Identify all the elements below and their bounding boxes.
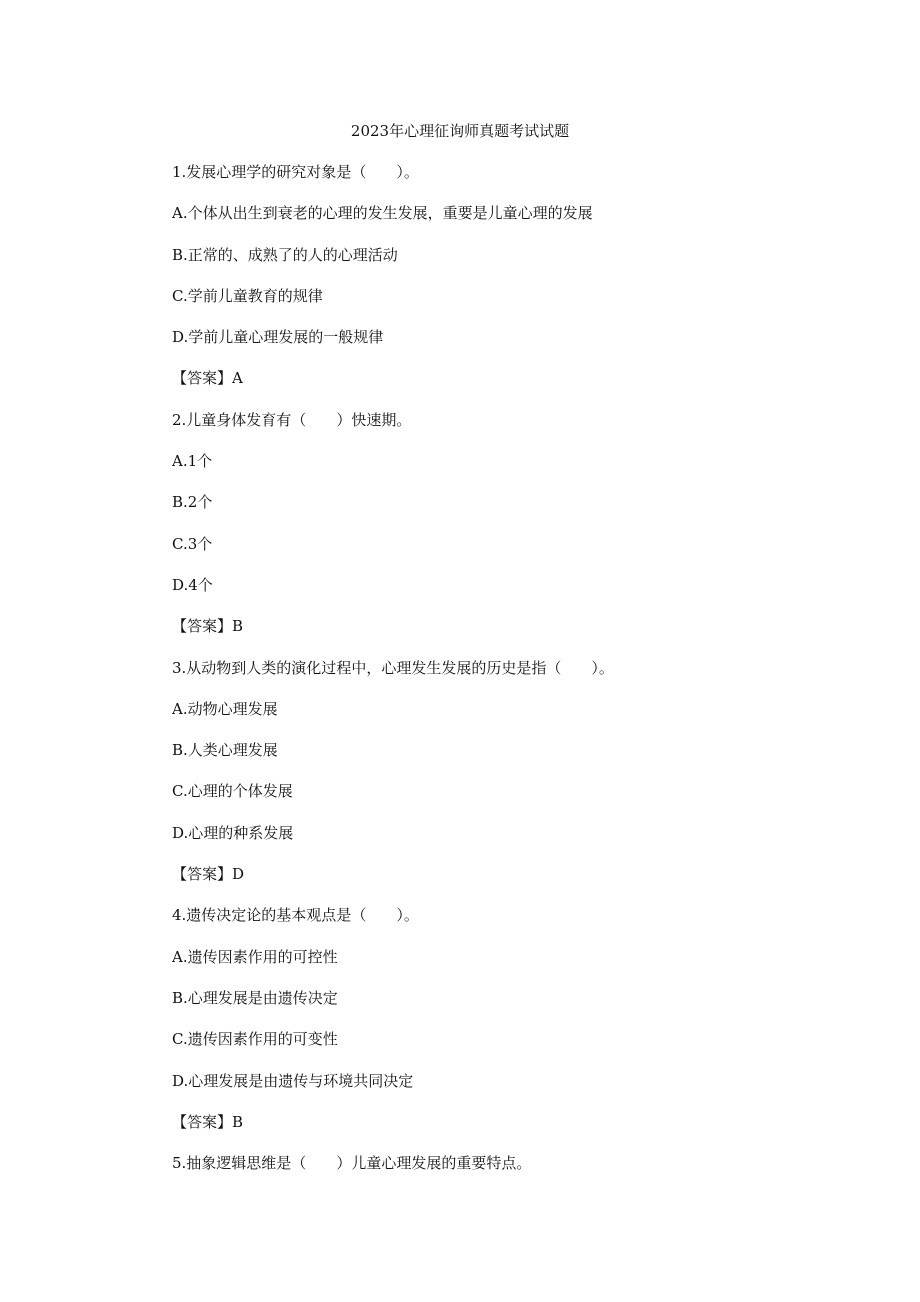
question-4-option-d: D.心理发展是由遗传与环境共同决定 xyxy=(172,1071,414,1090)
question-1-stem: 1.发展心理学的研究对象是（ ）。 xyxy=(172,163,419,181)
document-title: 2023年心理征询师真题考试试题 xyxy=(350,122,570,140)
question-4-stem: 4.遗传决定论的基本观点是（ ）。 xyxy=(172,906,419,925)
question-4-option-b: B.心理发展是由遗传决定 xyxy=(172,988,338,1007)
question-2-option-d: D.4个 xyxy=(172,575,213,594)
question-1-answer: 【答案】A xyxy=(172,369,243,388)
question-4-option-c: C.遗传因素作用的可变性 xyxy=(172,1030,338,1049)
question-1-option-d: D.学前儿童心理发展的一般规律 xyxy=(172,328,384,347)
question-3-option-b: B.人类心理发展 xyxy=(172,741,278,760)
question-3-answer: 【答案】D xyxy=(172,865,245,884)
question-3-option-c: C.心理的个体发展 xyxy=(172,782,293,801)
question-4-option-a: A.遗传因素作用的可控性 xyxy=(172,947,338,966)
question-2-option-b: B.2个 xyxy=(172,493,213,512)
question-1-option-a: A.个体从出生到衰老的心理的发生发展，重要是儿童心理的发展 xyxy=(172,204,593,223)
question-2-answer: 【答案】B xyxy=(172,617,244,636)
question-1-option-c: C.学前儿童教育的规律 xyxy=(172,286,323,305)
question-list xyxy=(172,161,862,1193)
question-4-answer: 【答案】B xyxy=(172,1112,244,1131)
question-5-stem: 5.抽象逻辑思维是（ ）儿童心理发展的重要特点。 xyxy=(172,1154,532,1173)
question-2-stem: 2.儿童身体发育有（ ）快速期。 xyxy=(172,410,412,429)
question-2-option-c: C.3个 xyxy=(172,534,213,553)
question-3-option-a: A.动物心理发展 xyxy=(172,699,278,718)
question-3-stem: 3.从动物到人类的演化过程中，心理发生发展的历史是指（ ）。 xyxy=(172,658,614,677)
question-1-option-b: B.正常的、成熟了的人的心理活动 xyxy=(172,245,398,264)
question-3-option-d: D.心理的种系发展 xyxy=(172,823,294,842)
question-2-option-a: A.1个 xyxy=(172,452,213,471)
